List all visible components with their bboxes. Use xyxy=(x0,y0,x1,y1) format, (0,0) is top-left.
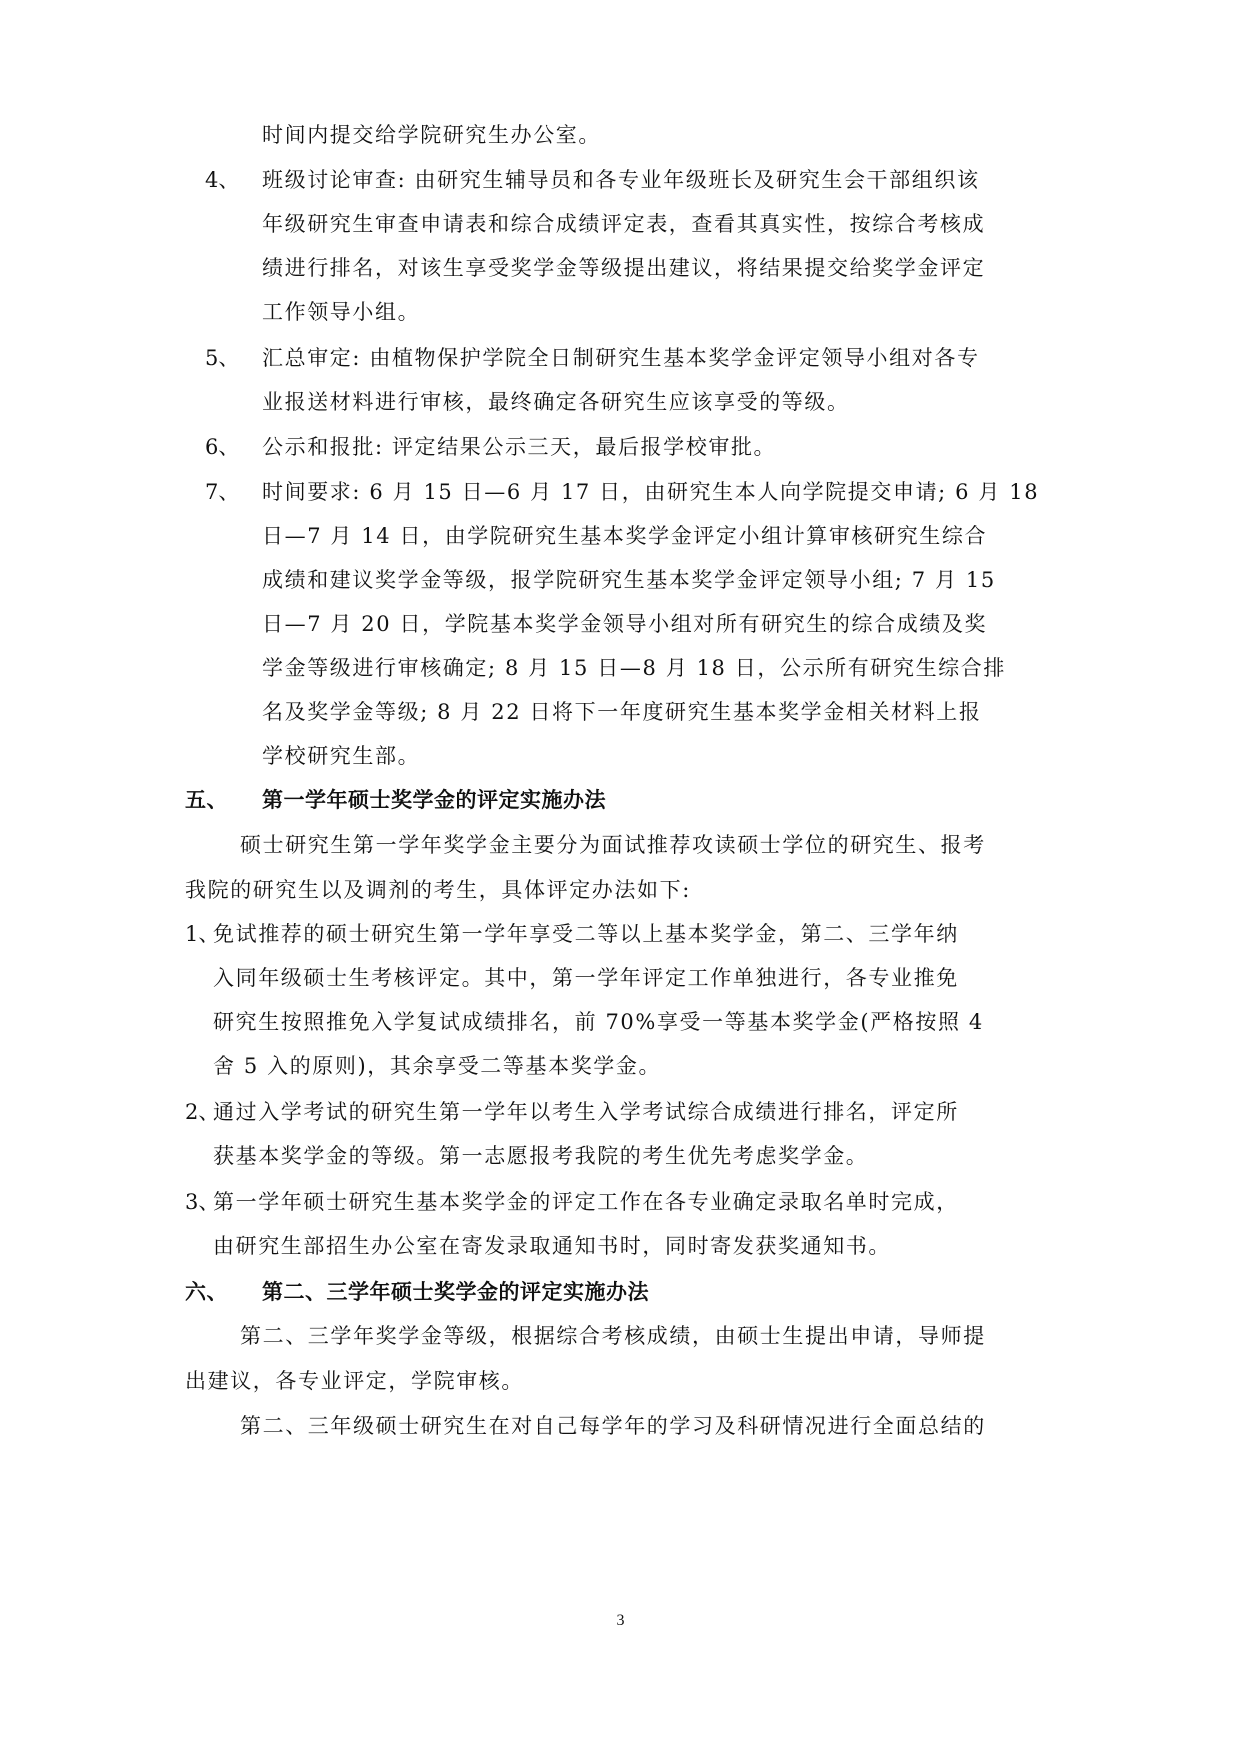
step-line: 年级研究生审查申请表和综合成绩评定表，查看其真实性，按综合考核成 xyxy=(262,212,986,236)
section-number: 六、 xyxy=(185,1280,228,1304)
paragraph-line: 我院的研究生以及调剂的考生，具体评定办法如下: xyxy=(185,878,691,902)
paragraph-line: 硕士研究生第一学年奖学金主要分为面试推荐攻读硕士学位的研究生、报考 xyxy=(240,833,986,857)
step-number: 4、 xyxy=(205,168,240,192)
paragraph-line: 出建议，各专业评定，学院审核。 xyxy=(185,1369,524,1393)
step-line: 工作领导小组。 xyxy=(262,300,421,324)
step-number: 7、 xyxy=(205,480,240,504)
step-line: 绩进行排名，对该生享受奖学金等级提出建议，将结果提交给奖学金评定 xyxy=(262,256,986,280)
list-number: 1、 xyxy=(185,922,220,946)
paragraph-line: 第二、三年级硕士研究生在对自己每学年的学习及科研情况进行全面总结的 xyxy=(240,1414,986,1438)
step-line: 公示和报批: 评定结果公示三天，最后报学校审批。 xyxy=(262,435,777,459)
step-line: 学金等级进行审核确定; 8 月 15 日—8 月 18 日，公示所有研究生综合排 xyxy=(262,656,1006,680)
continuation-line: 时间内提交给学院研究生办公室。 xyxy=(262,123,601,147)
page-number: 3 xyxy=(616,1612,625,1629)
list-line: 第一学年硕士研究生基本奖学金的评定工作在各专业确定录取名单时完成， xyxy=(213,1190,959,1214)
step-line: 日—7 月 14 日，由学院研究生基本奖学金评定小组计算审核研究生综合 xyxy=(262,524,988,548)
paragraph-line: 第二、三学年奖学金等级，根据综合考核成绩，由硕士生提出申请，导师提 xyxy=(240,1324,986,1348)
list-number: 3、 xyxy=(185,1190,220,1214)
list-line: 免试推荐的硕士研究生第一学年享受二等以上基本奖学金，第二、三学年纳 xyxy=(213,922,959,946)
section-title: 第一学年硕士奖学金的评定实施办法 xyxy=(262,788,606,812)
step-line: 时间要求: 6 月 15 日—6 月 17 日，由研究生本人向学院提交申请; 6 月 18 xyxy=(262,480,1040,504)
step-line: 名及奖学金等级; 8 月 22 日将下一年度研究生基本奖学金相关材料上报 xyxy=(262,700,982,724)
section-number: 五、 xyxy=(185,788,228,812)
step-line: 日—7 月 20 日，学院基本奖学金领导小组对所有研究生的综合成绩及奖 xyxy=(262,612,988,636)
list-line: 获基本奖学金的等级。第一志愿报考我院的考生优先考虑奖学金。 xyxy=(213,1144,869,1168)
step-line: 汇总审定: 由植物保护学院全日制研究生基本奖学金评定领导小组对各专 xyxy=(262,346,980,370)
list-line: 通过入学考试的研究生第一学年以考生入学考试综合成绩进行排名，评定所 xyxy=(213,1100,959,1124)
list-number: 2、 xyxy=(185,1100,220,1124)
step-line: 班级讨论审查: 由研究生辅导员和各专业年级班长及研究生会干部组织该 xyxy=(262,168,980,192)
step-line: 学校研究生部。 xyxy=(262,744,421,768)
list-line: 入同年级硕士生考核评定。其中，第一学年评定工作单独进行，各专业推免 xyxy=(213,966,959,990)
step-line: 成绩和建议奖学金等级，报学院研究生基本奖学金评定领导小组; 7 月 15 xyxy=(262,568,996,592)
list-line: 研究生按照推免入学复试成绩排名，前 70%享受一等基本奖学金(严格按照 4 xyxy=(213,1010,984,1034)
step-number: 6、 xyxy=(205,435,240,459)
step-line: 业报送材料进行审核，最终确定各研究生应该享受的等级。 xyxy=(262,390,850,414)
section-title: 第二、三学年硕士奖学金的评定实施办法 xyxy=(262,1280,649,1304)
list-line: 舍 5 入的原则)，其余享受二等基本奖学金。 xyxy=(213,1054,662,1078)
list-line: 由研究生部招生办公室在寄发录取通知书时，同时寄发获奖通知书。 xyxy=(213,1234,891,1258)
step-number: 5、 xyxy=(205,346,240,370)
